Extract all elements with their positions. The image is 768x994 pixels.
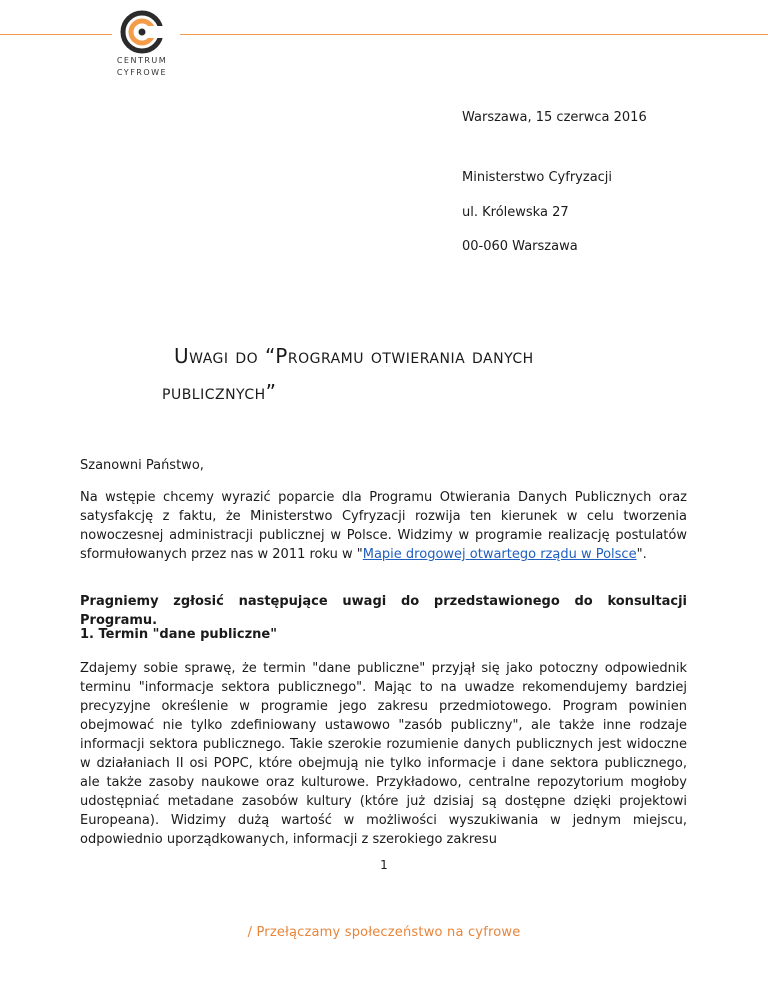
section-heading: 1. Termin "dane publiczne"	[80, 627, 278, 642]
salutation: Szanowni Państwo,	[80, 458, 204, 473]
page-number: 1	[380, 858, 388, 872]
document-title	[146, 338, 666, 410]
recipient-name: Ministerstwo Cyfryzacji	[462, 170, 613, 185]
letter-date: Warszawa, 15 czerwca 2016	[462, 110, 647, 125]
intro-paragraph	[80, 488, 687, 564]
title-line-2: publicznych”	[162, 380, 277, 404]
intro-end: ".	[636, 547, 647, 562]
logo-text-line2: CYFROWE	[116, 68, 168, 77]
header-rule-right	[180, 34, 768, 35]
footer-slogan: / Przełączamy społeczeństwo na cyfrowe	[247, 925, 521, 940]
recipient-street: ul. Królewska 27	[462, 205, 569, 220]
header-rule-left	[0, 34, 112, 35]
logo-mark-icon	[120, 10, 164, 54]
intro-text: Na wstępie chcemy wyrazić poparcie dla Programu Otwierania Danych Publicznych oraz satysfakcję z faktu, że Ministerstwo Cyfryzacji rozwija ten kierunek w celu tworzenia nowoczesnej administracji publicznej w Polsce. Widzimy w programie realizację postulatów sformułowanych przez nas w 2011 roku w "	[80, 490, 687, 562]
roadmap-link[interactable]: Mapie drogowej otwartego rządu w Polsce	[362, 547, 637, 562]
section-body: Zdajemy sobie sprawę, że termin "dane publiczne" przyjął się jako potoczny odpowiednik terminu "informacje sektora publicznego". Mając to na uwadze rekomendujemy bardziej precyzyjne określenie w programie jego zakresu przedmiotowego. Program powinien obejmować nie tylko zdefiniowany ustawowo "zasób publiczny", ale także inne rodzaje informacji sektora publicznego. Takie szerokie rozumienie danych publicznych jest widoczne w działaniach II osi POPC, które obejmują nie tylko informacje i dane sektora publicznego, ale także zasoby naukowe oraz kulturowe. Przykładowo, centralne repozytorium mogłoby udostępniać metadane zasobów kultury (które już dzisiaj są dostępne dzięki projektowi Europeana). Widzimy dużą wartość w możliwości wyszukiwania w jednym miejscu, odpowiednio uporządkowanych, informacji z szerokiego zakresu	[80, 661, 687, 847]
title-line-1: Uwagi do “Programu otwierania danych	[174, 344, 534, 368]
recipient-city: 00-060 Warszawa	[462, 239, 578, 254]
bold-statement: Pragniemy zgłosić następujące uwagi do przedstawionego do konsultacji Programu.	[80, 594, 687, 628]
centrum-cyfrowe-logo	[110, 10, 174, 78]
logo-text-line1: CENTRUM	[116, 56, 168, 65]
